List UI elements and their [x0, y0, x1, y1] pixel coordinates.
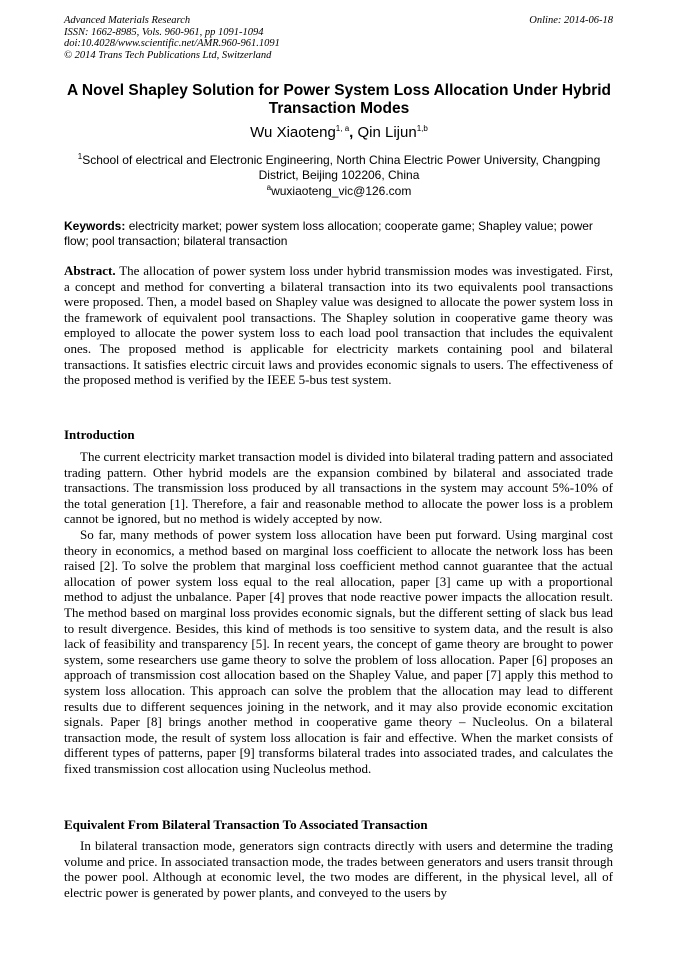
authors [64, 124, 614, 141]
introduction-heading: Introduction [64, 427, 135, 442]
abstract-text: The allocation of power system loss under hybrid transmission modes was investigated. First, a concept and method for converting a bilateral transaction into its two equivalents pool transactions were proposed. Then, a model based on Shapley value was designed to allocate the power system loss in the framework of equivalent pool transactions. The Shapley solution in cooperative game theory was employed to allocate the power system loss to each load pool transaction that includes the equivalent ones. The proposed method is applicable for electricity markets containing pool and bilateral transactions. It satisfies electric circuit laws and provides economic signals to users. The effectiveness of the proposed method is verified by the IEEE 5-bus test system. [64, 263, 613, 388]
doi: doi:10.4028/www.scientific.net/AMR.960-961.1091 [64, 38, 280, 49]
affiliation-sup: 1 [77, 152, 83, 161]
author-1: Wu Xiaoteng [250, 124, 336, 141]
keywords-label: Keywords: [64, 219, 126, 233]
paper-title: A Novel Shapley Solution for Power System Loss Allocation Under Hybrid Transaction Modes [66, 82, 612, 117]
paragraph: In bilateral transaction mode, generators sign contracts directly with users and determine the trading volume and price. In associated transaction mode, the trades between generators and users transit through the power pool. Although at economic level, the two modes are different, in the physical level, all of electric power is generated by power plants, and conveyed to the users by [64, 838, 613, 900]
journal-name: Advanced Materials Research [64, 15, 191, 26]
affiliation [64, 149, 614, 183]
section-body [64, 838, 613, 900]
issn: ISSN: 1662-8985, Vols. 960-961, pp 1091-1094 [64, 26, 264, 38]
author-2: Qin Lijun [357, 124, 417, 141]
email [64, 183, 614, 198]
email-text[interactable]: wuxiaoteng_vic@126.com [271, 184, 412, 198]
introduction-body [64, 449, 613, 776]
author-1-sup: 1, a [335, 124, 350, 133]
journal-header [64, 15, 280, 61]
email-sup: a [266, 183, 272, 192]
abstract-label: Abstract. [64, 263, 116, 278]
section-heading: Equivalent From Bilateral Transaction To Associated Transaction [64, 817, 428, 832]
abstract [64, 263, 613, 388]
author-separator: , [349, 124, 358, 141]
paragraph: The current electricity market transaction model is divided into bilateral trading pattern and associated trading pattern. Other hybrid models are the expansion combined by bilateral and associated trade transactions. The transmission loss produced by all transactions in the system may account 5%-10% of the total generation [1]. Therefore, a fair and reasonable method to allocate the power loss is a problem cannot be ignored, but no method is widely accepted by now. [64, 449, 613, 527]
copyright: © 2014 Trans Tech Publications Ltd, Switzerland [64, 49, 272, 61]
online-date: Online: 2014-06-18 [529, 15, 613, 26]
author-2-sup: 1,b [416, 124, 428, 133]
keywords-text: electricity market; power system loss allocation; cooperate game; Shapley value; power flow; pool transaction; bilateral transaction [64, 219, 593, 248]
paragraph: So far, many methods of power system loss allocation have been put forward. Using marginal cost theory in economics, a method based on marginal loss coefficient to allocate the network loss has been raised [2]. To solve the problem that marginal loss coefficient method cannot guarantee that the actual allocation of power system loss equal to the real allocation, paper [3] came up with a proportional method to adjust the unbalance. Paper [4] proves that node reactive power impacts the allocation result. The method based on marginal loss provides economic signals, but the different setting of slack bus lead to result divergence. Besides, this kind of methods is too sensitive to system data, and the result is also lack of feasibility and transparency [5]. In recent years, the concept of game theory are brought to power system, some researchers use game theory to solve the problem of loss allocation. Paper [6] proposes an approach of transmission cost allocation based on the Shapley Value, and paper [7] apply this method to system loss allocation. This approach can solve the problem that the allocation may lead to different results due to different sequences joining in the network, and it may also provide economic excitation signals. Paper [8] brings another method in cooperative game theory – Nucleolus. On a bilateral transaction mode, the result of system loss allocation is fair and effective. When the market consists of different types of patterns, paper [9] transforms bilateral trades into associated trades, and calculates the fixed transmission cost allocation using Nucleolus method. [64, 526, 613, 776]
keywords [64, 219, 614, 249]
affiliation-text: School of electrical and Electronic Engineering, North China Electric Power University, Changping District, Beijing 102206, China [82, 153, 601, 182]
